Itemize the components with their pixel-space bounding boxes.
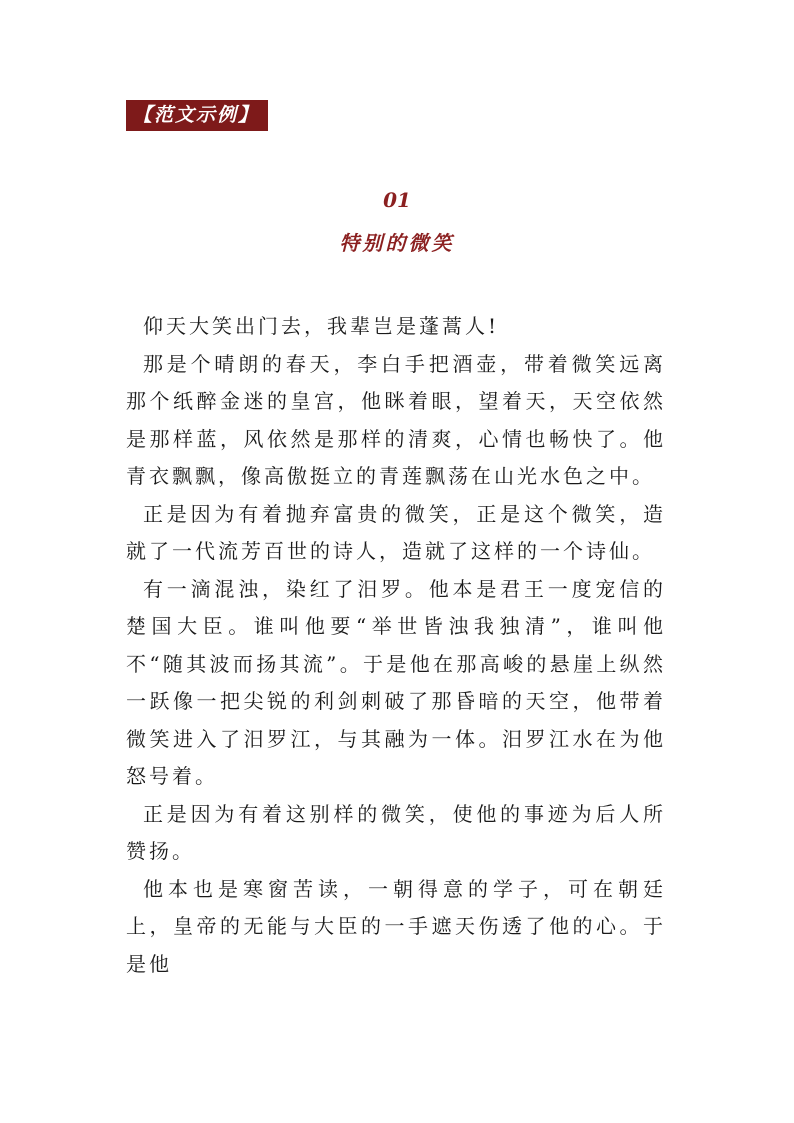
essay-title: 特别的微笑 [339,231,455,255]
paragraph: 那是个晴朗的春天，李白手把酒壶，带着微笑远离那个纸醉金迷的皇宫，他眯着眼，望着天，天空依然是那样蓝，风依然是那样的清爽，心情也畅快了。他青衣飘飘，像高傲挺立的青莲飘荡在山光水色之中。 [126,351,666,488]
example-badge: 【范文示例】 [126,100,268,131]
paragraph: 正是因为有着这别样的微笑，使他的事迹为后人所赞扬。 [126,801,666,863]
section-number: 01 [383,188,411,212]
paragraph: 正是因为有着抛弃富贵的微笑，正是这个微笑，造就了一代流芳百世的诗人，造就了这样的一个诗仙。 [126,501,666,563]
paragraph: 有一滴混浊，染红了汨罗。他本是君王一度宠信的楚国大臣。谁叫他要“举世皆浊我独清”，谁叫他不“随其波而扬其流”。于是他在那高峻的悬崖上纵然一跃像一把尖锐的利剑刺破了那昏暗的天空，他带着微笑进入了汨罗江，与其融为一体。汨罗江水在为他怒号着。 [126,576,666,788]
essay-body [126,308,666,983]
paragraph: 他本也是寒窗苦读，一朝得意的学子，可在朝廷上，皇帝的无能与大臣的一手遮天伤透了他的心。于是他 [126,876,666,976]
paragraph: 仰天大笑出门去，我辈岂是蓬蒿人! [143,314,500,338]
